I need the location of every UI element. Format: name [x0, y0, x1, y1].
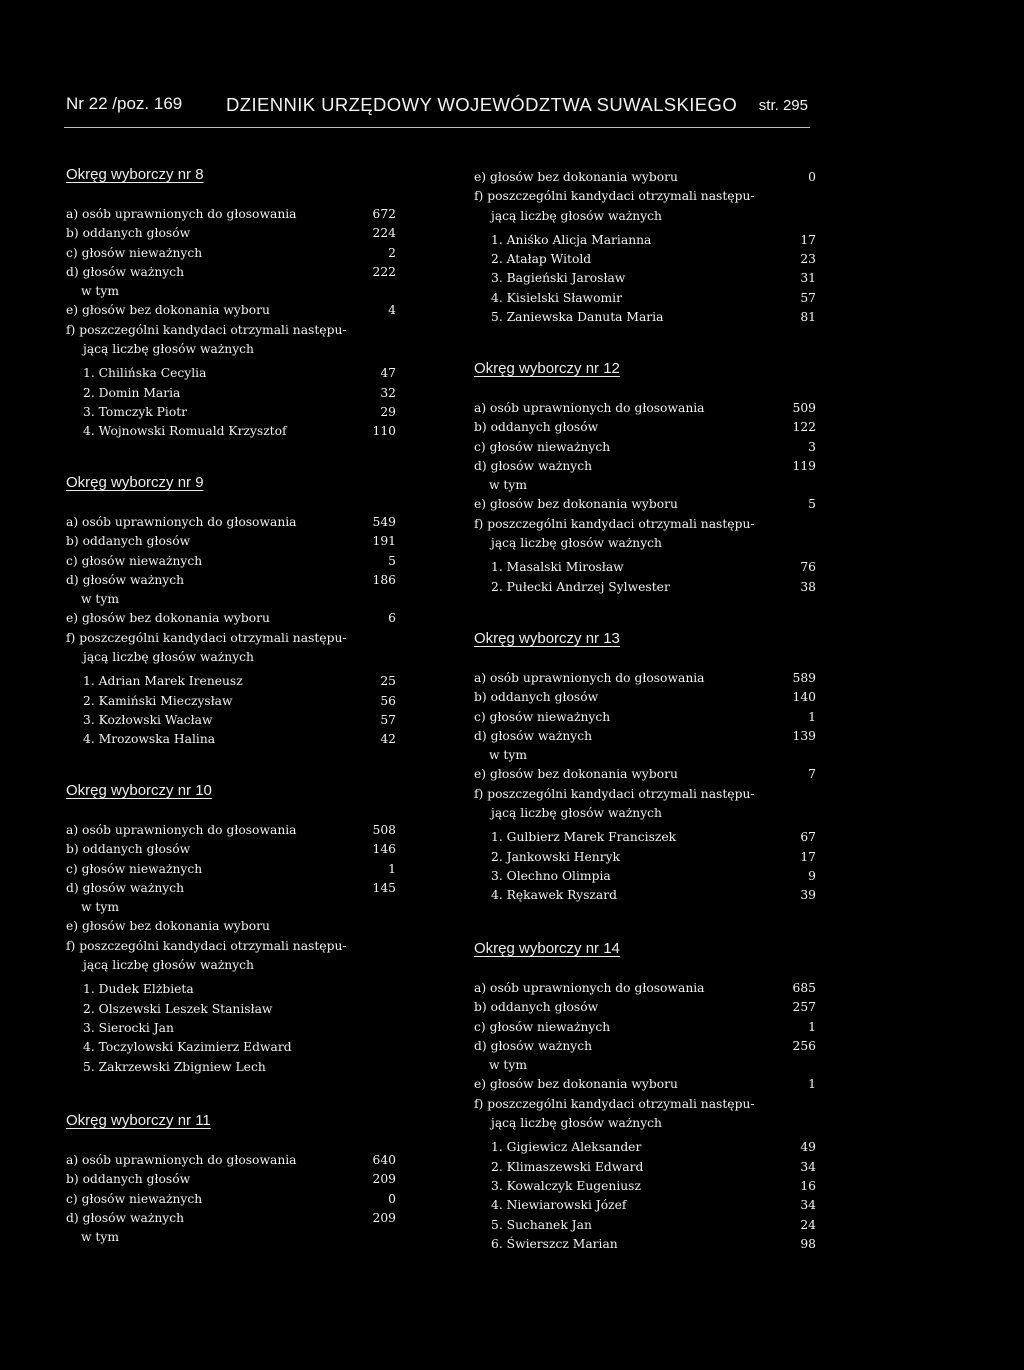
row-value: 140	[792, 690, 816, 705]
row-f-cont: jącą liczbę głosów ważnych	[491, 208, 662, 223]
candidate-row	[474, 1138, 816, 1157]
candidate-row	[66, 1058, 396, 1077]
district-11-continued	[474, 168, 816, 327]
candidate-row	[66, 692, 396, 711]
district-title: Okręg wyborczy nr 11	[66, 1112, 211, 1129]
row-c	[474, 1018, 816, 1037]
row-label: e) głosów bez dokonania wyboru	[66, 611, 270, 626]
district-8	[66, 164, 396, 442]
candidate-row	[474, 828, 816, 847]
row-label: a) osób uprawnionych do głosowania	[66, 1153, 297, 1167]
row-d	[66, 879, 396, 898]
candidate-row	[474, 1235, 816, 1254]
candidate-row	[474, 1196, 816, 1215]
row-f-cont: jącą liczbę głosów ważnych	[491, 806, 662, 821]
candidate-row	[66, 672, 396, 691]
candidate-row	[474, 269, 816, 288]
candidate-votes: 67	[800, 830, 816, 845]
row-c	[474, 708, 816, 727]
row-c	[66, 860, 396, 879]
district-12	[474, 358, 816, 597]
candidate-votes: 110	[372, 424, 396, 439]
row-label: e) głosów bez dokonania wyboru	[474, 170, 678, 184]
row-w-tym: w tym	[81, 284, 119, 299]
row-value: 685	[792, 981, 816, 995]
row-value: 6	[388, 611, 396, 626]
candidate-name: 2. Olszewski Leszek Stanisław	[83, 1001, 273, 1016]
candidate-row	[474, 886, 816, 905]
row-value: 0	[388, 1191, 396, 1206]
candidate-votes: 57	[800, 290, 816, 305]
page-number: str. 295	[758, 97, 808, 114]
row-label: c) głosów nieważnych	[474, 1019, 611, 1034]
row-w-tym: w tym	[81, 900, 119, 915]
row-value: 0	[808, 170, 816, 184]
candidate-name: 1. Gulbierz Marek Franciszek	[491, 830, 677, 845]
row-label: b) oddanych głosów	[66, 534, 191, 549]
candidate-name: 1. Chilińska Cecylia	[83, 366, 207, 381]
candidate-row	[474, 867, 816, 886]
row-label: b) oddanych głosów	[66, 842, 191, 857]
candidate-row	[474, 558, 816, 577]
row-b	[66, 1170, 396, 1189]
row-b	[474, 418, 816, 437]
row-label: d) głosów ważnych	[66, 1210, 184, 1225]
row-f-cont: jącą liczbę głosów ważnych	[83, 342, 254, 357]
candidate-votes: 57	[380, 712, 396, 727]
candidate-row	[66, 403, 396, 422]
candidate-name: 3. Tomczyk Piotr	[83, 404, 188, 419]
row-label: b) oddanych głosów	[474, 690, 599, 705]
candidate-name: 5. Zakrzewski Zbigniew Lech	[83, 1059, 266, 1074]
candidate-votes: 47	[380, 366, 396, 381]
candidate-row	[474, 289, 816, 308]
row-value: 146	[372, 842, 396, 857]
candidate-row	[474, 1158, 816, 1177]
row-label: c) głosów nieważnych	[66, 861, 203, 876]
row-f-cont: jącą liczbę głosów ważnych	[83, 650, 254, 665]
row-f: f) poszczególni kandydaci otrzymali następu-	[474, 516, 755, 531]
row-b	[66, 224, 396, 243]
row-value: 224	[372, 226, 396, 241]
row-value: 1	[388, 861, 396, 876]
row-f: f) poszczególni kandydaci otrzymali następu-	[66, 630, 347, 645]
row-label: b) oddanych głosów	[66, 1172, 191, 1187]
row-d	[66, 1209, 396, 1228]
row-c	[66, 1190, 396, 1209]
row-f: f) poszczególni kandydaci otrzymali następu-	[66, 938, 347, 953]
candidate-votes: 39	[800, 888, 816, 903]
row-label: d) głosów ważnych	[474, 458, 592, 473]
row-value: 256	[792, 1038, 816, 1053]
row-label: b) oddanych głosów	[474, 420, 599, 435]
row-label: c) głosów nieważnych	[66, 553, 203, 568]
candidate-list	[66, 672, 396, 749]
row-value: 1	[808, 1077, 816, 1092]
row-e	[474, 765, 816, 784]
candidate-row	[66, 364, 396, 383]
row-b	[66, 532, 396, 551]
row-d	[474, 727, 816, 746]
row-value: 257	[792, 1000, 816, 1015]
row-e	[474, 1075, 816, 1094]
candidate-votes: 49	[800, 1140, 816, 1155]
row-a	[66, 821, 396, 840]
row-w-tym: w tym	[81, 592, 119, 607]
row-f: f) poszczególni kandydaci otrzymali następu-	[474, 189, 755, 204]
row-a	[66, 1151, 396, 1170]
row-label: a) osób uprawnionych do głosowania	[474, 981, 705, 995]
candidate-row	[474, 308, 816, 327]
candidate-row	[474, 1177, 816, 1196]
candidate-row	[66, 711, 396, 730]
row-label: c) głosów nieważnych	[66, 245, 203, 260]
candidate-row	[66, 1019, 396, 1038]
row-b	[66, 840, 396, 859]
row-label: a) osób uprawnionych do głosowania	[474, 401, 705, 415]
candidate-row	[66, 980, 396, 999]
candidate-row	[66, 730, 396, 749]
row-w-tym: w tym	[489, 1058, 527, 1073]
candidate-votes: 29	[380, 404, 396, 419]
row-value: 549	[372, 515, 396, 529]
candidate-votes: 31	[800, 271, 816, 286]
row-value: 145	[372, 880, 396, 895]
candidate-row	[474, 848, 816, 867]
candidate-name: 1. Gigiewicz Aleksander	[491, 1140, 642, 1155]
candidate-votes: 25	[380, 674, 396, 689]
candidate-name: 5. Zaniewska Danuta Maria	[491, 310, 664, 325]
row-value: 222	[372, 264, 396, 279]
candidate-votes: 81	[800, 310, 816, 325]
row-a	[474, 979, 816, 998]
row-b	[474, 998, 816, 1017]
row-f: f) poszczególni kandydaci otrzymali następu-	[66, 322, 347, 337]
candidate-row	[66, 1038, 396, 1057]
candidate-name: 4. Mrozowska Halina	[83, 732, 216, 747]
district-13	[474, 628, 816, 906]
row-label: d) głosów ważnych	[474, 728, 592, 743]
candidate-votes: 34	[800, 1198, 816, 1213]
row-value: 509	[792, 401, 816, 415]
row-value: 122	[792, 420, 816, 435]
candidate-list	[66, 980, 396, 1076]
row-value: 209	[372, 1210, 396, 1225]
candidate-votes: 34	[800, 1159, 816, 1174]
row-value: 4	[388, 303, 396, 318]
candidate-votes: 23	[800, 252, 816, 267]
row-a	[66, 205, 396, 224]
candidate-row	[66, 422, 396, 441]
candidate-row	[66, 1000, 396, 1019]
page-header	[66, 94, 808, 124]
candidate-votes: 76	[800, 560, 816, 575]
candidate-name: 2. Kamiński Mieczysław	[83, 693, 233, 708]
candidate-name: 3. Sierocki Jan	[83, 1020, 174, 1035]
district-title: Okręg wyborczy nr 12	[474, 360, 620, 377]
candidate-votes: 16	[800, 1178, 816, 1193]
row-f: f) poszczególni kandydaci otrzymali następu-	[474, 786, 755, 801]
row-b	[474, 688, 816, 707]
row-value: 1	[808, 1019, 816, 1034]
candidate-row	[474, 231, 816, 250]
candidate-name: 2. Atałap Witold	[491, 252, 592, 267]
row-label: b) oddanych głosów	[474, 1000, 599, 1015]
district-14	[474, 938, 816, 1254]
row-label: d) głosów ważnych	[66, 572, 184, 587]
row-f: f) poszczególni kandydaci otrzymali następu-	[474, 1096, 755, 1111]
row-c	[66, 244, 396, 263]
candidate-name: 1. Masalski Mirosław	[491, 560, 624, 575]
candidate-name: 4. Wojnowski Romuald Krzysztof	[83, 424, 287, 439]
row-value: 1	[808, 709, 816, 724]
district-10	[66, 780, 396, 1077]
candidate-votes: 17	[800, 232, 816, 247]
candidate-name: 3. Kozłowski Wacław	[83, 712, 213, 727]
candidate-name: 2. Pułecki Andrzej Sylwester	[491, 579, 670, 594]
candidate-name: 1. Aniśko Alicja Marianna	[491, 232, 652, 247]
district-title: Okręg wyborczy nr 13	[474, 630, 620, 647]
row-value: 3	[808, 439, 816, 454]
candidate-name: 1. Adrian Marek Ireneusz	[83, 674, 243, 689]
candidate-name: 6. Świerszcz Marian	[491, 1236, 618, 1251]
candidate-name: 1. Dudek Elżbieta	[83, 982, 194, 997]
candidate-row	[66, 384, 396, 403]
candidate-list	[474, 558, 816, 597]
row-d	[474, 1037, 816, 1056]
candidate-votes: 98	[800, 1236, 816, 1251]
row-label: c) głosów nieważnych	[66, 1191, 203, 1206]
row-e	[66, 917, 396, 936]
district-title: Okręg wyborczy nr 8	[66, 166, 204, 183]
candidate-name: 4. Niewiarowski Józef	[491, 1198, 627, 1213]
row-e	[474, 168, 816, 187]
row-label: c) głosów nieważnych	[474, 709, 611, 724]
candidate-list	[474, 828, 816, 905]
row-label: c) głosów nieważnych	[474, 439, 611, 454]
row-d	[474, 457, 816, 476]
candidate-row	[474, 250, 816, 269]
candidate-name: 2. Domin Maria	[83, 385, 181, 400]
row-value: 186	[372, 572, 396, 587]
candidate-row	[474, 578, 816, 597]
row-f-cont: jącą liczbę głosów ważnych	[491, 536, 662, 551]
row-d	[66, 263, 396, 282]
row-value: 7	[808, 767, 816, 782]
row-value: 5	[808, 497, 816, 512]
row-label: a) osób uprawnionych do głosowania	[474, 671, 705, 685]
candidate-votes: 56	[380, 693, 396, 708]
row-c	[66, 552, 396, 571]
row-a	[66, 513, 396, 532]
row-label: e) głosów bez dokonania wyboru	[474, 767, 678, 782]
row-value: 209	[372, 1172, 396, 1187]
candidate-list	[474, 231, 816, 327]
row-e	[66, 301, 396, 320]
district-9	[66, 472, 396, 750]
row-a	[474, 399, 816, 418]
journal-title: DZIENNIK URZĘDOWY WOJEWÓDZTWA SUWALSKIEGO	[226, 94, 738, 115]
row-value: 5	[388, 553, 396, 568]
district-11	[66, 1110, 396, 1247]
row-w-tym: w tym	[489, 748, 527, 763]
row-d	[66, 571, 396, 590]
header-rule	[64, 127, 810, 128]
row-label: e) głosów bez dokonania wyboru	[474, 1077, 678, 1092]
row-label: a) osób uprawnionych do głosowania	[66, 823, 297, 837]
candidate-votes: 9	[808, 868, 816, 883]
row-label: a) osób uprawnionych do głosowania	[66, 515, 297, 529]
candidate-name: 3. Kowalczyk Eugeniusz	[491, 1178, 641, 1193]
row-value: 640	[372, 1153, 396, 1167]
candidate-name: 4. Rękawek Ryszard	[491, 888, 617, 903]
candidate-votes: 42	[380, 732, 396, 747]
row-value: 508	[372, 823, 396, 837]
row-label: b) oddanych głosów	[66, 226, 191, 241]
row-label: a) osób uprawnionych do głosowania	[66, 207, 297, 221]
row-value: 2	[388, 245, 396, 260]
row-f-cont: jącą liczbę głosów ważnych	[83, 958, 254, 973]
row-a	[474, 669, 816, 688]
district-title: Okręg wyborczy nr 10	[66, 782, 212, 799]
row-value: 191	[372, 534, 396, 549]
row-value: 119	[792, 458, 816, 473]
candidate-list	[474, 1138, 816, 1254]
row-w-tym: w tym	[81, 1230, 119, 1245]
candidate-votes: 38	[800, 579, 816, 594]
candidate-name: 3. Bagieński Jarosław	[491, 271, 626, 286]
candidate-name: 2. Klimaszewski Edward	[491, 1159, 644, 1174]
candidate-name: 4. Toczylowski Kazimierz Edward	[83, 1040, 292, 1055]
row-e	[474, 495, 816, 514]
district-title: Okręg wyborczy nr 14	[474, 940, 620, 957]
district-title: Okręg wyborczy nr 9	[66, 474, 204, 491]
candidate-row	[474, 1216, 816, 1235]
row-label: e) głosów bez dokonania wyboru	[66, 303, 270, 318]
candidate-name: 3. Olechno Olimpia	[491, 868, 611, 883]
row-label: d) głosów ważnych	[66, 264, 184, 279]
candidate-name: 4. Kisielski Sławomir	[491, 290, 622, 305]
candidate-name: 5. Suchanek Jan	[491, 1217, 592, 1232]
row-c	[474, 438, 816, 457]
row-label: e) głosów bez dokonania wyboru	[66, 919, 270, 934]
row-label: d) głosów ważnych	[66, 880, 184, 895]
row-f-cont: jącą liczbę głosów ważnych	[491, 1116, 662, 1131]
candidate-votes: 17	[800, 849, 816, 864]
row-w-tym: w tym	[489, 478, 527, 493]
candidate-list	[66, 364, 396, 441]
row-label: e) głosów bez dokonania wyboru	[474, 497, 678, 512]
row-value: 672	[372, 207, 396, 221]
candidate-votes: 32	[380, 385, 396, 400]
candidate-votes: 24	[800, 1217, 816, 1232]
issue-number: Nr 22 /poz. 169	[66, 94, 183, 113]
row-e	[66, 609, 396, 628]
row-value: 139	[792, 728, 816, 743]
row-label: d) głosów ważnych	[474, 1038, 592, 1053]
row-value: 589	[792, 671, 816, 685]
candidate-name: 2. Jankowski Henryk	[491, 849, 621, 864]
